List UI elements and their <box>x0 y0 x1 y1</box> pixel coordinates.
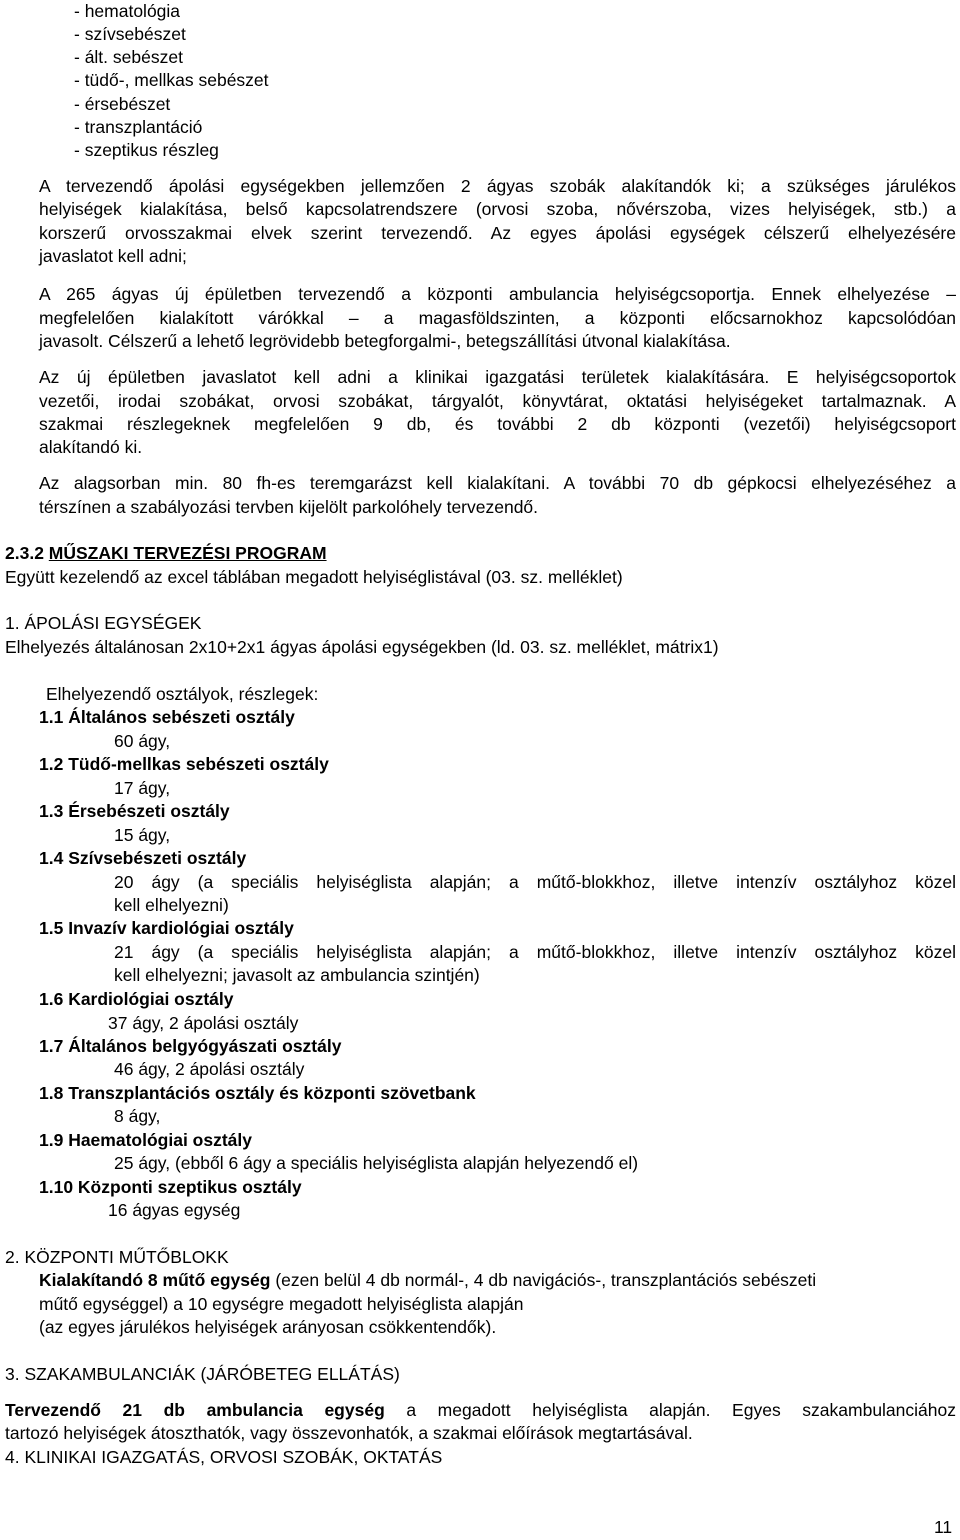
list-item: - szívsebészet <box>74 24 186 44</box>
ward-name: 1.5 Invazív kardiológiai osztály <box>39 918 294 938</box>
heading-nursing-units: 1. ÁPOLÁSI EGYSÉGEK <box>5 613 202 633</box>
ward-name: 1.10 Központi szeptikus osztály <box>39 1177 302 1197</box>
paragraph-line: javasolt. Célszerű a lehető legrövidebb betegforgalmi-, betegszállítási útvonal kialakítása. <box>39 331 731 351</box>
heading-administration: 4. KLINIKAI IGAZGATÁS, ORVOSI SZOBÁK, OKTATÁS <box>5 1447 443 1467</box>
heading-outpatient: 3. SZAKAMBULANCIÁK (JÁRÓBETEG ELLÁTÁS) <box>5 1364 400 1384</box>
section-number: 2.3.2 <box>5 543 49 563</box>
paragraph-line: helyiségek kialakítása, belső kapcsolatrendszere (orvosi szoba, nővérszoba, vizes helyiségek, stb.) a <box>39 199 956 219</box>
ward-detail: 21 ágy (a speciális helyiséglista alapján; a műtő-blokkhoz, illetve intenzív osztályhoz közel <box>114 942 956 962</box>
paragraph-line: alakítandó ki. <box>39 437 143 457</box>
ward-name: 1.6 Kardiológiai osztály <box>39 989 234 1009</box>
section-title: MŰSZAKI TERVEZÉSI PROGRAM <box>48 543 327 563</box>
ward-detail: 15 ágy, <box>114 825 171 845</box>
outpatient-bold: Tervezendő 21 db ambulancia egység <box>5 1400 385 1420</box>
ward-name: 1.8 Transzplantációs osztály és központi szövetbank <box>39 1083 476 1103</box>
ward-name: 1.1 Általános sebészeti osztály <box>39 707 295 727</box>
operating-block-rest: (ezen belül 4 db normál-, 4 db navigációs-, transzplantációs sebészeti <box>270 1270 817 1290</box>
ward-detail: 20 ágy (a speciális helyiséglista alapján; a műtő-blokkhoz, illetve intenzív osztályhoz közel <box>114 872 956 892</box>
section-subtitle: Együtt kezelendő az excel táblában megadott helyiséglistával (03. sz. melléklet) <box>5 567 623 587</box>
outpatient-line: tartozó helyiségek átoszthatók, vagy összevonhatók, a szakmai előírások megtartásával. <box>5 1423 693 1443</box>
operating-block-line <box>39 1269 816 1292</box>
ward-name: 1.4 Szívsebészeti osztály <box>39 848 247 868</box>
ward-detail: 60 ágy, <box>114 731 171 751</box>
ward-name: 1.3 Érsebészeti osztály <box>39 801 230 821</box>
ward-name: 1.9 Haematológiai osztály <box>39 1130 252 1150</box>
list-item: - érsebészet <box>74 94 171 114</box>
paragraph-line: Az alagsorban min. 80 fh-es teremgarázst kell kialakítani. A további 70 db gépkocsi elhelyezéséhez a <box>39 473 956 493</box>
ward-name: 1.2 Tüdő-mellkas sebészeti osztály <box>39 754 329 774</box>
ward-detail: 16 ágyas egység <box>108 1200 241 1220</box>
paragraph-line: korszerű orvosszakmai elvek szerint tervezendő. Az egyes ápolási egységek célszerű elhelyezésére <box>39 223 956 243</box>
ward-detail: 37 ágy, 2 ápolási osztály <box>108 1013 299 1033</box>
ward-detail: kell elhelyezni; javasolt az ambulancia szintjén) <box>114 965 480 985</box>
operating-block-bold: Kialakítandó 8 műtő egység <box>39 1270 271 1290</box>
paragraph-line: A tervezendő ápolási egységekben jellemzően 2 ágyas szobák alakítandók ki; a szükséges járulékos <box>39 176 956 196</box>
ward-detail: 17 ágy, <box>114 778 171 798</box>
ward-detail: 25 ágy, (ebből 6 ágy a speciális helyiséglista alapján helyezendő el) <box>114 1153 639 1173</box>
nursing-units-line: Elhelyezés általánosan 2x10+2x1 ágyas ápolási egységekben (ld. 03. sz. melléklet, mátrix1) <box>5 637 719 657</box>
outpatient-line <box>5 1399 956 1422</box>
list-item: - transzplantáció <box>74 117 203 137</box>
paragraph-line: A 265 ágyas új épületben tervezendő a központi ambulancia helyiségcsoportja. Ennek elhelyezése – <box>39 284 956 304</box>
heading-operating-block: 2. KÖZPONTI MŰTŐBLOKK <box>5 1247 229 1267</box>
list-item: - tüdő-, mellkas sebészet <box>74 70 269 90</box>
paragraph-line: javaslatot kell adni; <box>39 246 187 266</box>
list-item: - ált. sebészet <box>74 47 183 67</box>
wards-heading: Elhelyezendő osztályok, részlegek: <box>46 684 319 704</box>
page-number: 11 <box>934 1517 953 1537</box>
paragraph-line: Az új épületben javaslatot kell adni a klinikai igazgatási területek kialakítására. E helyiségcsoportok <box>39 367 956 387</box>
outpatient-rest: a megadott helyiséglista alapján. Egyes szakambulanciához <box>384 1400 956 1420</box>
operating-block-line: (az egyes járulékos helyiségek arányosan csökkentendők). <box>39 1317 497 1337</box>
operating-block-line: műtő egységgel) a 10 egységre megadott helyiséglista alapján <box>39 1294 524 1314</box>
ward-detail: kell elhelyezni) <box>114 895 229 915</box>
list-item: - szeptikus részleg <box>74 140 219 160</box>
paragraph-line: térszínen a szabályozási tervben kijelölt parkolóhely tervezendő. <box>39 497 539 517</box>
ward-name: 1.7 Általános belgyógyászati osztály <box>39 1036 342 1056</box>
ward-detail: 8 ágy, <box>114 1106 161 1126</box>
paragraph-line: megfelelően kialakított várókkal – a magasföldszinten, a központi előcsarnokhoz kapcsolódóan <box>39 308 956 328</box>
section-heading <box>5 542 327 565</box>
ward-detail: 46 ágy, 2 ápolási osztály <box>114 1059 305 1079</box>
paragraph-line: szakmai részlegeknek megfelelően 9 db, és további 2 db központi (vezetői) helyiségcsoport <box>39 414 956 434</box>
list-item: - hematológia <box>74 1 181 21</box>
paragraph-line: vezetői, irodai szobákat, orvosi szobákat, tárgyalót, könyvtárat, oktatási helyiségeket tartalmaznak. A <box>39 391 956 411</box>
